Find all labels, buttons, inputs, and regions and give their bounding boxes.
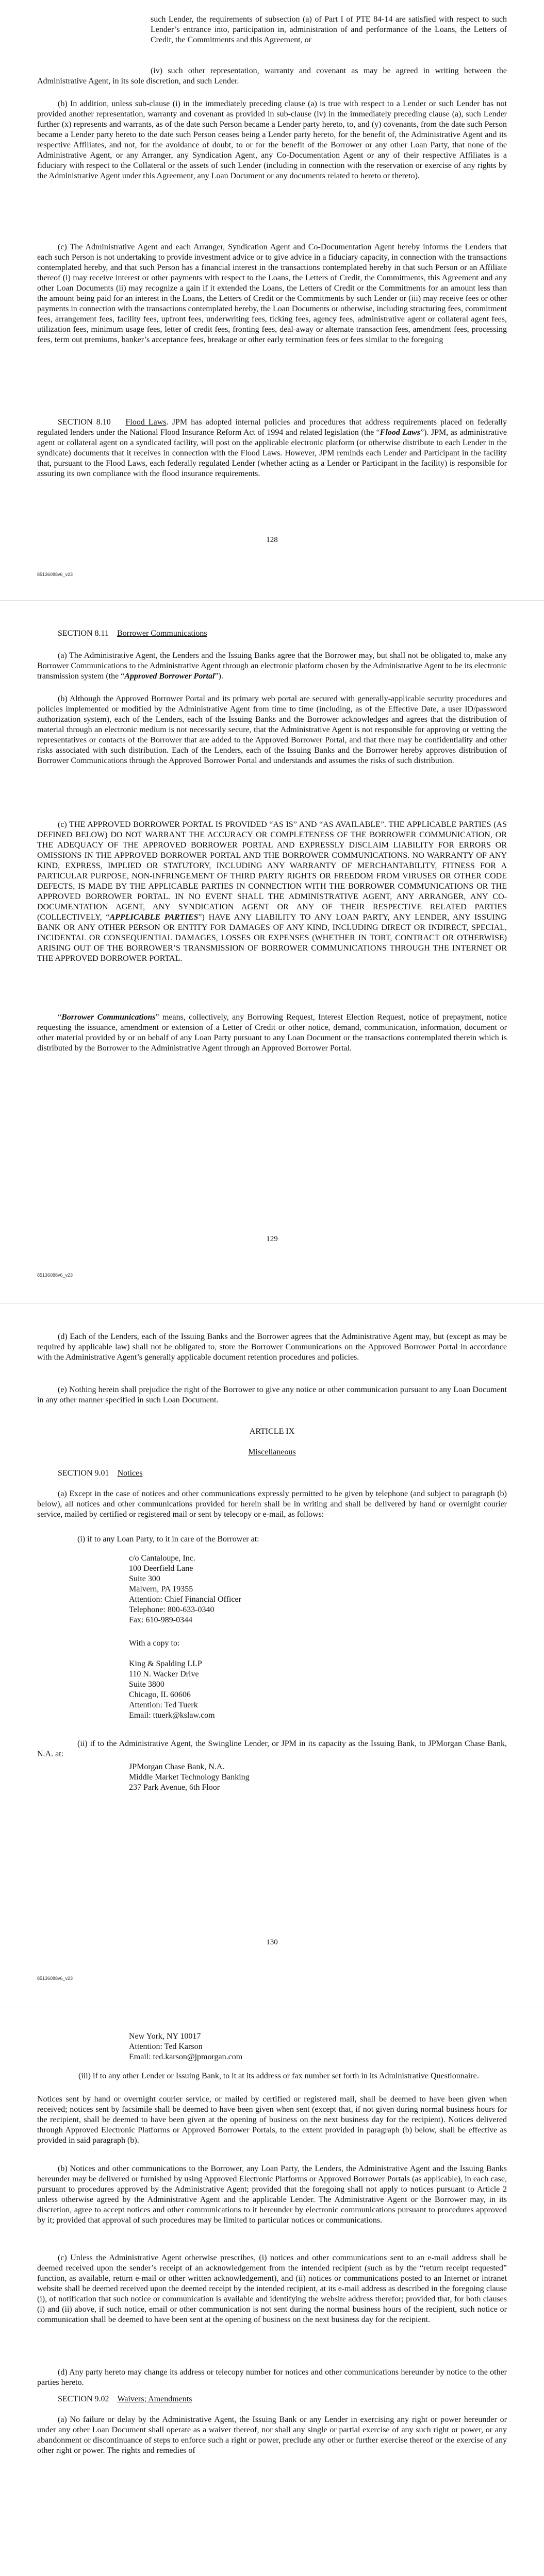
defined-term: Flood Laws bbox=[380, 428, 421, 437]
section-8-10 bbox=[37, 417, 507, 479]
paragraph-9-01-b: (b) Notices and other communications to the Borrower, any Loan Party, the Lenders, the Administrative Agent and the Issuing Banks hereunder may be delivered or furnished by using Approved Electronic Platforms or Approved Borrower Portals (as applicable), in each case, pursuant to procedures approved by the Administrative Agent; provided that the foregoing shall not apply to notices pursuant to Article 2 unless otherwise agreed by the Administrative Agent and the applicable Lender. The Administrative Agent or the Borrower may, in its discretion, agree to accept notices and other communications to it hereunder by electronic communications pursuant to procedures approved by it; provided that approval of such procedures may be limited to particular notices or communications. bbox=[37, 2164, 507, 2225]
section-heading: Notices bbox=[117, 1469, 143, 1478]
paragraph-c bbox=[37, 820, 507, 964]
page-129 bbox=[0, 600, 544, 1303]
paragraph-c: (c) The Administrative Agent and each Arranger, Syndication Agent and Co-Documentation Agent hereby informs the Lenders that each such Person is not undertaking to provide investment advice or to give advice in a fiduciary capacity, in connection with the transactions contemplated hereby, and that such Person has a financial interest in the transactions contemplated hereby in that such Person or an Affiliate thereof (i) may receive interest or other payments with respect to the Loans, the Letters of Credit, the Commitments, this Agreement and any other Loan Documents (ii) may recognize a gain if it extended the Loans, the Letters of Credit or the Commitments for an amount less than the amount being paid for an interest in the Loans, the Letters of Credit or the Commitments by such Lender or (iii) may receive fees or other payments in connection with the transactions contemplated hereby, the Loan Documents or otherwise, including structuring fees, commitment fees, arrangement fees, facility fees, upfront fees, underwriting fees, ticking fees, agency fees, administrative agent or collateral agent fees, utilization fees, minimum usage fees, letter of credit fees, fronting fees, deal-away or alternate transaction fees, amendment fees, processing fees, term out premiums, banker’s acceptance fees, breakage or other early termination fees or fees similar to the foregoing bbox=[37, 243, 507, 344]
item-i: (i) if to any Loan Party, to it in care of the Borrower at: bbox=[77, 1535, 259, 1544]
article-number: ARTICLE IX bbox=[249, 1427, 295, 1436]
defined-term: APPLICABLE PARTIES bbox=[109, 913, 199, 922]
paragraph-9-01-c: (c) Unless the Administrative Agent otherwise prescribes, (i) notices and other communications sent to an e-mail address shall be deemed received upon the sender’s receipt of an acknowledgement from the intended recipient (such as by the “return receipt requested” function, as available, return e-mail or other written acknowledgement), and (ii) notices or communications posted to an Internet or intranet website shall be deemed received upon the deemed receipt by the intended recipient, at its e-mail address as described in the foregoing clause (i), of notification that such notice or communication is available and identifying the website address therefor; provided that, for both clauses (i) and (ii) above, if such notice, email or other communication is not sent during the normal business hours of the recipient, such notice or communication shall be deemed to have been sent at the opening of business on the next business day for the recipient. bbox=[37, 2253, 507, 2324]
para-c-end: ”) HAVE ANY LIABILITY TO ANY LOAN PARTY, ANY LENDER, ANY ISSUING BANK OR ANY OTHER PERSON OR ENTITY FOR DAMAGES OF ANY KIND, INCLUDING DIRECT OR INDIRECT, SPECIAL, INCIDENTAL OR CONSEQUENTIAL DAMAGES, LOSSES OR EXPENSES (WHETHER IN TORT, CONTRACT OR OTHERWISE) ARISING OUT OF THE BORROWER’S TRANSMISSION OF BORROWER COMMUNICATIONS THROUGH THE INTERNET OR THE APPROVED BORROWER PORTAL. bbox=[37, 913, 507, 963]
definition-body: ” means, collectively, any Borrowing Request, Interest Election Request, notice of prepayment, notice requesting the issuance, amendment or extension of a Letter of Credit or other notice, demand, communication, information, document or other material provided by or on behalf of any Loan Party pursuant to any Loan Document or the transactions contemplated therein which is distributed by the Borrower to the Administrative Agent through an Approved Borrower Portal. bbox=[37, 1013, 507, 1053]
page-130 bbox=[0, 1303, 544, 2007]
paragraph-9-02-a: (a) No failure or delay by the Administrative Agent, the Issuing Bank or any Lender in exercising any right or power hereunder or under any other Loan Document shall operate as a waiver thereof, nor shall any single or partial exercise of any such right or power, or any abandonment or discontinuance of steps to enforce such a right or power, preclude any other or further exercise thereof or the exercise of any other right or power. The rights and remedies of bbox=[37, 2415, 507, 2455]
para-a-text: (a) The Administrative Agent, the Lenders and the Issuing Banks agree that the Borrower may, but shall not be obligated to, make any Borrower Communications to the Administrative Agent through an electronic platform chosen by the Administrative Agent to be its electronic transmission system (the “ bbox=[37, 651, 507, 681]
section-number: SECTION 9.02 bbox=[58, 2395, 109, 2403]
section-heading: Flood Laws bbox=[125, 418, 167, 427]
section-heading: Waivers; Amendments bbox=[117, 2395, 192, 2403]
paragraph-b: (b) Although the Approved Borrower Portal and its primary web portal are secured with generally-applicable security procedures and policies implemented or modified by the Administrative Agent from time to time (including, as of the Effective Date, a user ID/password authorization system), each of the Lenders, each of the Issuing Banks and the Borrower acknowledges and agrees that the distribution of material through an electronic medium is not necessarily secure, that the Administrative Agent is not responsible for approving or vetting the representatives or contacts of the Borrower that are added to the Approved Borrower Portal, and that there may be confidentiality and other risks associated with such distribution. Each of the Lenders, each of the Issuing Banks and the Borrower hereby approves distribution of Borrower Communications through the Approved Borrower Portal and understands and assumes the risks of such distribution. bbox=[37, 694, 507, 765]
para-a-end: ”). bbox=[215, 672, 223, 681]
paragraph-9-01-a: (a) Except in the case of notices and other communications expressly permitted to be given by telephone (and subject to paragraph (b) below), all notices and other communications provided for herein shall be in writing and shall be delivered by hand or overnight courier service, mailed by certified or registered mail or sent by telecopy or e-mail, as follows: bbox=[37, 1489, 507, 1519]
paragraph-b: (b) In addition, unless sub-clause (i) in the immediately preceding clause (a) is true with respect to a Lender or such Lender has not provided another representation, warranty and covenant as provided in sub-clause (iv) in the immediately preceding clause (a), such Lender further (x) represents and warrants, as of the date such Person became a Lender party hereto, to, and (y) covenants, from the date such Person became a Lender party hereto to the date such Person ceases being a Lender party hereto, for the benefit of, the Administrative Agent and its respective Affiliates, and not, for the avoidance of doubt, to or for the benefit of the Borrower or any other Loan Party, that none of the Administrative Agent, or any Arranger, any Syndication Agent, any Co-Documentation Agent or any of their respective Affiliates is a fiduciary with respect to the Collateral or the assets of such Lender (including in connection with the reservation or exercise of any rights by the Administrative Agent under this Agreement, any Loan Document or any documents related to hereto or thereto). bbox=[37, 99, 507, 180]
jpm-address-cont: New York, NY 10017 Attention: Ted Karson Email: ted.karson@jpmorgan.com bbox=[129, 2032, 243, 2061]
item-iii: (iii) if to any other Lender or Issuing Bank, to it at its address or fax number set forth in its Administrative Questionnaire. bbox=[78, 2072, 479, 2080]
section-body-a: . JPM has adopted internal policies and procedures that address requirements placed on federally regulated lenders under the National Flood Insurance Reform Act of 1994 and related legislation (the “ bbox=[37, 418, 507, 437]
section-number: SECTION 8.10 bbox=[58, 418, 111, 427]
paragraph-d: (d) Each of the Lenders, each of the Issuing Banks and the Borrower agrees that the Administrative Agent may, but (except as may be required by applicable law) shall not be obligated to, store the Borrower Communications on the Approved Borrower Portal in accordance with the Administrative Agent’s generally applicable document retention procedures and policies. bbox=[37, 1332, 507, 1362]
section-heading: Borrower Communications bbox=[117, 629, 207, 638]
article-title: Miscellaneous bbox=[248, 1448, 296, 1456]
footer-id: 85136088v6_v23 bbox=[37, 1976, 73, 1981]
defined-term: Borrower Communications bbox=[61, 1013, 156, 1022]
section-9-01 bbox=[37, 1468, 507, 1479]
copy-to-label: With a copy to: bbox=[129, 1639, 180, 1648]
page-131 bbox=[0, 2007, 544, 2576]
section-8-11 bbox=[37, 629, 507, 639]
para-c-text: (c) THE APPROVED BORROWER PORTAL IS PROVIDED “AS IS” AND “AS AVAILABLE”. THE APPLICABLE PARTIES (AS DEFINED BELOW) DO NOT WARRANT THE ACCURACY OR COMPLETENESS OF THE BORROWER COMMUNICATION, OR THE ADEQUACY OF THE APPROVED BORROWER PORTAL AND EXPRESSLY DISCLAIM LIABILITY FOR ERRORS OR OMISSIONS IN THE APPROVED BORROWER PORTAL AND THE BORROWER COMMUNICATIONS. NO WARRANTY OF ANY KIND, EXPRESS, IMPLIED OR STATUTORY, INCLUDING ANY WARRANTY OF MERCHANTABILITY, FITNESS FOR A PARTICULAR PURPOSE, NON-INFRINGEMENT OF THIRD PARTY RIGHTS OR FREEDOM FROM VIRUSES OR OTHER CODE DEFECTS, IS MADE BY THE APPLICABLE PARTIES IN CONNECTION WITH THE BORROWER COMMUNICATIONS OR THE APPROVED BORROWER PORTAL. IN NO EVENT SHALL THE ADMINISTRATIVE AGENT, ANY ARRANGER, ANY CO-DOCUMENTATION AGENT, ANY SYNDICATION AGENT OR ANY OF THEIR RESPECTIVE RELATED PARTIES (COLLECTIVELY, “ bbox=[37, 820, 507, 922]
section-number: SECTION 9.01 bbox=[58, 1469, 109, 1478]
notices-paragraph: Notices sent by hand or overnight courier service, or mailed by certified or registered mail, shall be deemed to have been given when received; notices sent by facsimile shall be deemed to have been given when sent (except that, if not given during normal business hours for the recipient, shall be deemed to have been given at the opening of business on the next business day for the recipient). Notices delivered through Approved Electronic Platforms or Approved Borrower Portals, to the extent provided in paragraph (b) below, shall be effective as provided in said paragraph (b). bbox=[37, 2095, 507, 2145]
section-number: SECTION 8.11 bbox=[58, 629, 109, 638]
page-128 bbox=[0, 0, 544, 600]
page-number: 129 bbox=[266, 1235, 278, 1243]
page-number: 128 bbox=[266, 536, 278, 544]
borrower-address: c/o Cantaloupe, Inc. 100 Deerfield Lane Suite 300 Malvern, PA 19355 Attention: Chief Financial Officer Telephone: 800-633-0340 Fax: 610-989-0344 bbox=[129, 1554, 241, 1624]
paragraph-a-iv: (iv) such other representation, warranty and covenant as may be agreed in writing between the Administrative Agent, in its sole discretion, and such Lender. bbox=[37, 66, 507, 86]
section-9-02 bbox=[37, 2394, 507, 2404]
paragraph-e: (e) Nothing herein shall prejudice the right of the Borrower to give any notice or other communication pursuant to any Loan Document in any other manner specified in such Loan Document. bbox=[37, 1385, 507, 1404]
jpm-address: JPMorgan Chase Bank, N.A. Middle Market Technology Banking 237 Park Avenue, 6th Floor bbox=[129, 1762, 250, 1792]
defined-term: Approved Borrower Portal bbox=[124, 672, 215, 681]
paragraph-a-iii-cont: such Lender, the requirements of subsection (a) of Part I of PTE 84-14 are satisfied with respect to such Lender’s entrance into, participation in, administration of and performance of the Loans, the Letters of Credit, the Commitments and this Agreement, or bbox=[151, 15, 507, 44]
footer-id: 85136088v6_v23 bbox=[37, 572, 73, 577]
borrower-communications-definition: “Borrower Communications” means, collectively, any Borrowing Request, Interest Election Request, notice of prepayment, notice requesting the issuance, amendment or extension of a Letter of Credit or other notice, demand, communication, information, document or other material provided by or on behalf of any Loan Party pursuant to any Loan Document or the transactions contemplated therein which is distributed by the Borrower to the Administrative Agent through an Approved Borrower Portal. bbox=[37, 1013, 507, 1053]
footer-id: 85136088v6_v23 bbox=[37, 1273, 73, 1278]
law-firm-address: King & Spalding LLP 110 N. Wacker Drive Suite 3800 Chicago, IL 60606 Attention: Ted Tuerk Email: ttuerk@kslaw.com bbox=[129, 1659, 215, 1720]
page-number: 130 bbox=[266, 1938, 278, 1946]
item-ii: (ii) if to the Administrative Agent, the Swingline Lender, or JPM in its capacity as the Issuing Bank, to JPMorgan Chase Bank, N.A. at: bbox=[37, 1739, 507, 1758]
paragraph-a bbox=[37, 651, 507, 682]
section-body-b: ”). JPM, as administrative agent or collateral agent on a syndicated facility, will post on the applicable electronic platform (or otherwise distribute to each Lender in the syndicate) documents that it receives in connection with the Flood Laws. However, JPM reminds each Lender and Participant in the facility that, pursuant to the Flood Laws, each federally regulated Lender (whether acting as a Lender or Participant in the facility) is responsible for assuring its own compliance with the flood insurance requirements. bbox=[37, 428, 507, 478]
paragraph-9-01-d: (d) Any party hereto may change its address or telecopy number for notices and other communications hereunder by notice to the other parties hereto. bbox=[37, 2368, 507, 2387]
